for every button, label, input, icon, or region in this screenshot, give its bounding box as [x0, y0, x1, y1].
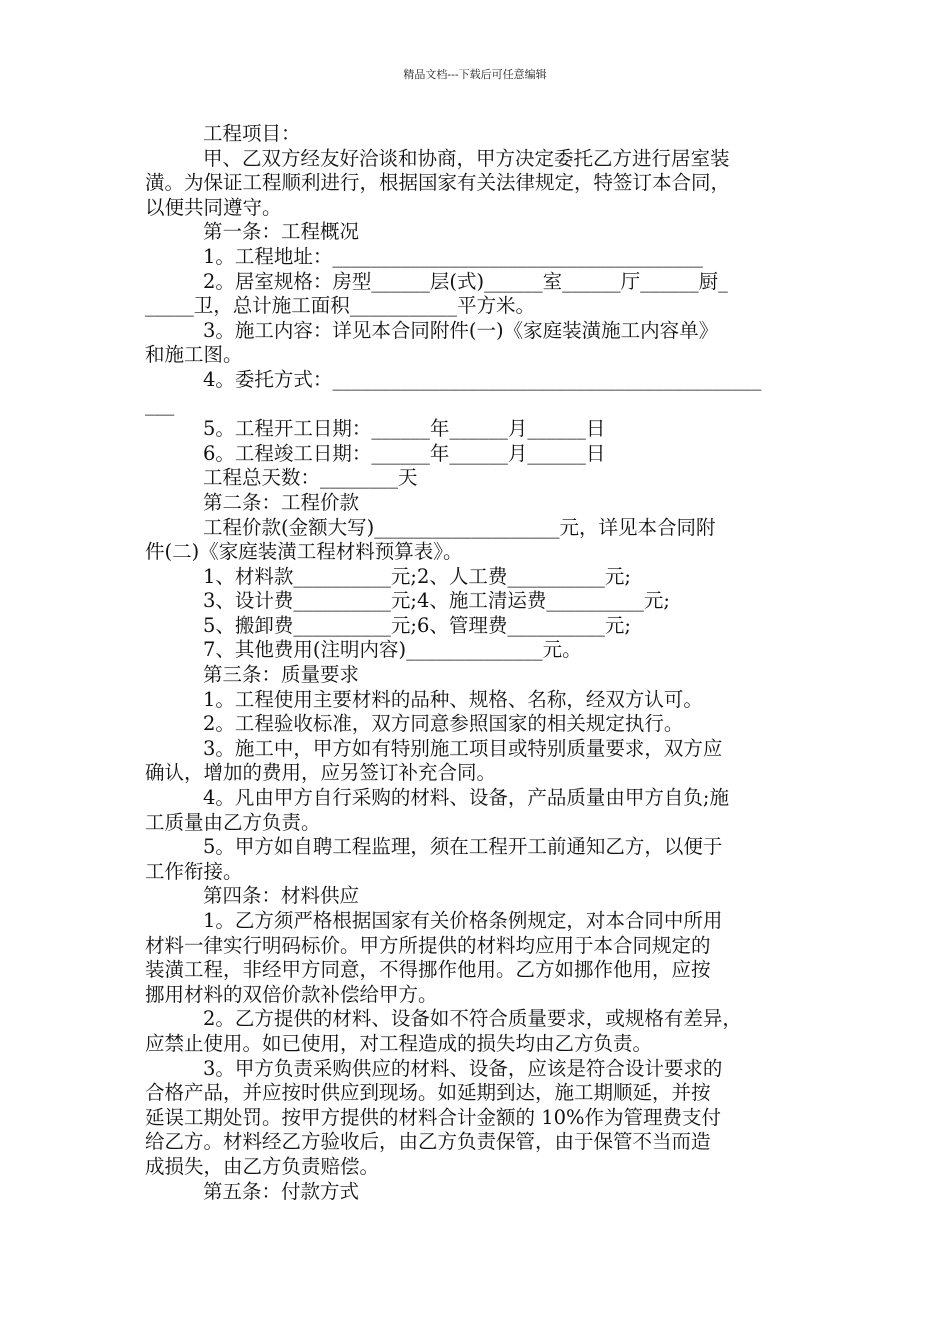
document-line: 工程总天数：________天: [203, 466, 418, 490]
document-line: 1、材料款__________元;2、人工费__________元;: [203, 564, 631, 588]
document-line: 装潢工程，非经甲方同意，不得挪作他用。乙方如挪作他用，应按: [145, 958, 711, 982]
document-line: 3。施工中，甲方如有特别施工项目或特别质量要求，双方应: [203, 736, 723, 760]
document-line: 挪用材料的双倍价款补偿给甲方。: [145, 982, 438, 1006]
document-line: 延误工期处罚。按甲方提供的材料合计金额的 10%作为管理费支付: [145, 1105, 722, 1129]
document-line: 第三条：质量要求: [203, 663, 360, 687]
document-line: 1。乙方须严格根据国家有关价格条例规定，对本合同中所用: [203, 909, 723, 932]
document-line: 2。居室规格：房型______层(式)______室______厅______厨_: [203, 269, 728, 293]
document-line: 3。施工内容：详见本合同附件(一)《家庭装潢施工内容单》: [203, 318, 719, 342]
document-line: 材料一律实行明码标价。甲方所提供的材料均应用于本合同规定的: [145, 933, 711, 957]
document-line: 1。工程地址：______________________________________: [203, 244, 703, 268]
document-line: 1。工程使用主要材料的品种、规格、名称，经双方认可。: [203, 687, 703, 711]
document-line: 甲、乙双方经友好洽谈和协商，甲方决定委托乙方进行居室装: [203, 146, 730, 170]
contract-body: [145, 122, 825, 1204]
document-line: 7、其他费用(注明内容)______________元。: [203, 638, 582, 662]
document-line: 件(二)《家庭装潢工程材料预算表》。: [145, 540, 463, 564]
document-line: 6。工程竣工日期：______年______月______日: [203, 441, 606, 465]
document-line: 4。凡由甲方自行采购的材料、设备，产品质量由甲方自负;施: [203, 786, 729, 810]
document-line: 5。甲方如自聘工程监理，须在工程开工前通知乙方，以便于: [203, 835, 723, 859]
document-line: 合格产品，并应按时供应到现场。如延期到达，施工期顺延，并按: [145, 1081, 711, 1105]
document-line: 工质量由乙方负责。: [145, 810, 321, 834]
document-line: ___: [145, 392, 175, 416]
document-line: 2。工程验收标准，双方同意参照国家的相关规定执行。: [203, 712, 684, 736]
document-line: 第五条：付款方式: [203, 1179, 360, 1203]
page-header: 精品文档---下载后可任意编辑: [403, 68, 547, 81]
document-line: 以便共同遵守。: [145, 195, 282, 219]
document-line: 3、设计费__________元;4、施工清运费__________元;: [203, 589, 670, 613]
document-line: 4。委托方式：____________________________________________: [203, 367, 762, 391]
document-line: 和施工图。: [145, 343, 243, 367]
document-line: 工作衔接。: [145, 859, 243, 883]
document-line: 应禁止使用。如已使用，对工程造成的损失均由乙方负责。: [145, 1031, 653, 1055]
document-line: 给乙方。材料经乙方验收后，由乙方负责保管，由于保管不当而造: [145, 1130, 711, 1154]
document-line: 第四条：材料供应: [203, 884, 360, 908]
document-line: 潢。为保证工程顺利进行，根据国家有关法律规定，特签订本合同，: [145, 171, 731, 195]
document-line: 2。乙方提供的材料、设备如不符合质量要求，或规格有差异，: [203, 1007, 742, 1031]
document-line: 3。甲方负责采购供应的材料、设备，应该是符合设计要求的: [203, 1056, 723, 1080]
document-line: 5、搬卸费__________元;6、管理费__________元;: [203, 613, 631, 637]
document-line: 成损失，由乙方负责赔偿。: [145, 1154, 380, 1178]
document-line: 工程价款(金额大写)___________________元，详见本合同附: [203, 515, 716, 539]
document-line: 5。工程开工日期：______年______月______日: [203, 417, 606, 441]
document-line: _____卫，总计施工面积___________平方米。: [145, 294, 536, 318]
document-line: 工程项目：: [203, 122, 301, 145]
document-line: 第二条：工程价款: [203, 490, 360, 514]
document-line: 确认，增加的费用，应另签订补充合同。: [145, 761, 497, 785]
document-line: 第一条：工程概况: [203, 220, 360, 244]
